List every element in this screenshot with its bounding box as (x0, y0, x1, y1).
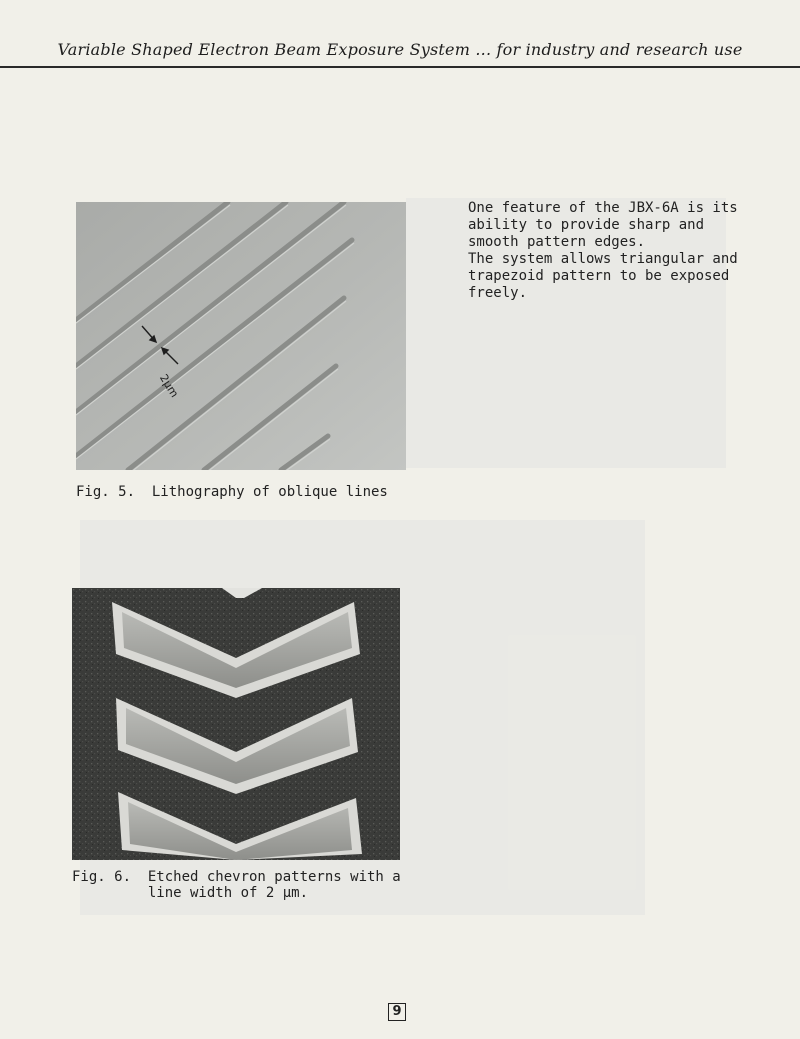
intro-paragraph-1: One feature of the JBX-6A is its ability to provide sharp and smooth pattern edges. (468, 200, 738, 250)
figure-5-scale-label: 2µm (156, 372, 182, 400)
figure-5-micrograph (76, 202, 406, 470)
page-header-title: Variable Shaped Electron Beam Exposure System ... for industry and research use (57, 40, 743, 59)
figure-6-caption-line-1: Fig. 6. Etched chevron patterns with a (72, 869, 401, 885)
figure-6-micrograph (72, 588, 400, 860)
figure-5-caption: Fig. 5. Lithography of oblique lines (76, 484, 388, 500)
header-rule (0, 66, 800, 68)
figure-6-caption-line-2: line width of 2 µm. (72, 885, 309, 901)
intro-paragraph-2: The system allows triangular and trapezoid pattern to be exposed freely. (468, 251, 738, 301)
intro-text (468, 200, 738, 302)
page-number: 9 (388, 1003, 406, 1021)
